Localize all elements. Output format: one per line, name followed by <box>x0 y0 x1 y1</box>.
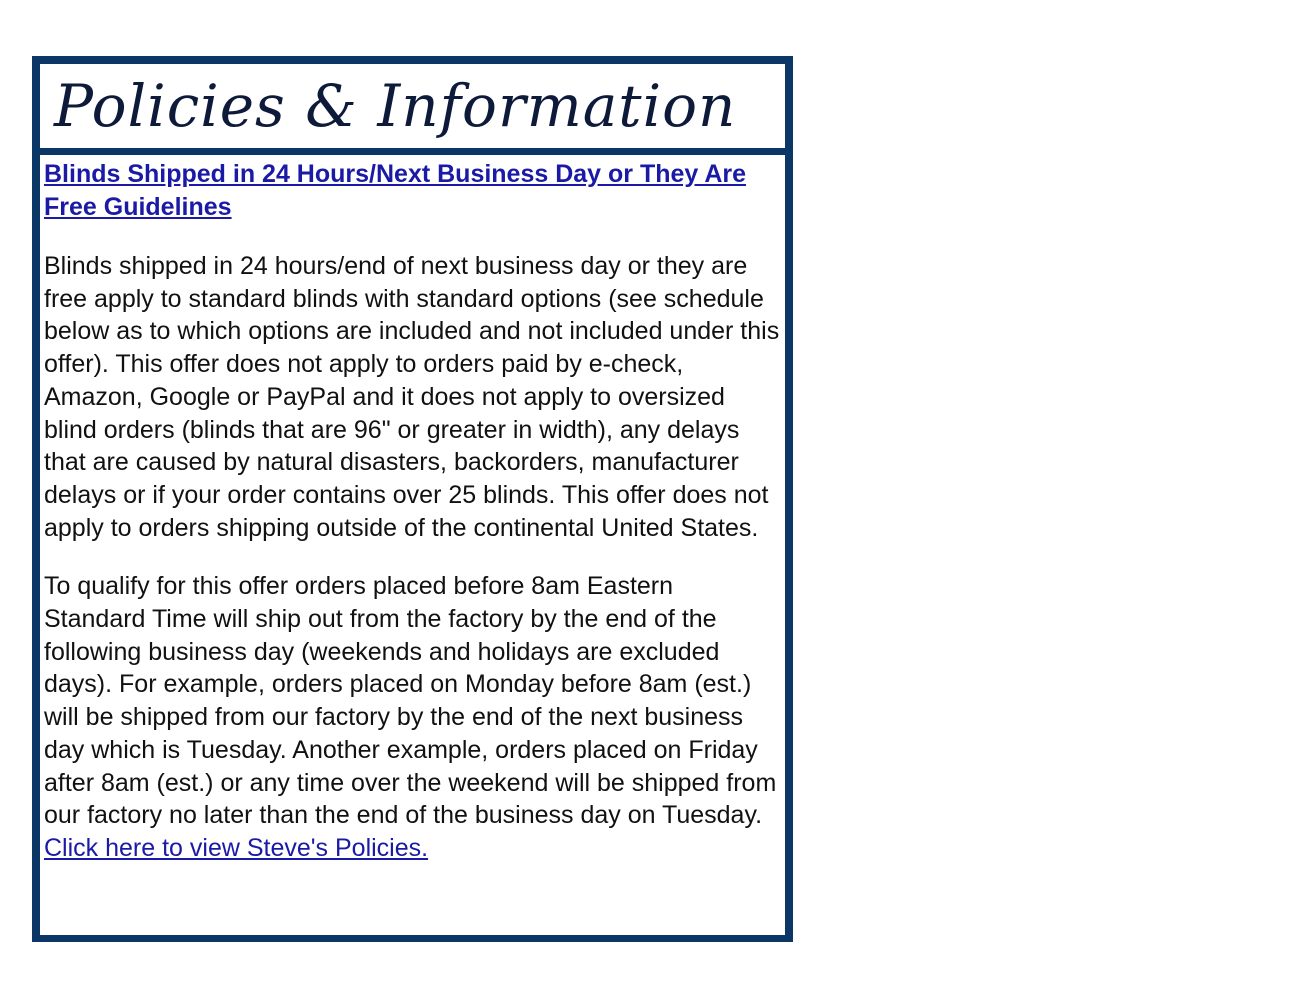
page-title: Policies & Information <box>54 72 737 140</box>
header-banner <box>40 64 785 148</box>
header-divider <box>40 148 785 155</box>
policies-content <box>40 155 785 935</box>
qualification-paragraph: To qualify for this offer orders placed before 8am Eastern Standard Time will ship out from the factory by the end of the following business day (weekends and holidays are excluded days). For example, orders placed on Monday before 8am (est.) will be shipped from our factory by the end of the next business day which is Tuesday. Another example, orders placed on Friday after 8am (est.) or any time over the weekend will be shipped from our factory no later than the end of the business day on Tuesday. <box>44 572 777 830</box>
shipping-offer-paragraph: Blinds shipped in 24 hours/end of next business day or they are free apply to standard blinds with standard options (see schedule below as to which options are included and not included under this offer). This offer does not apply to orders paid by e-check, Amazon, Google or PayPal and it does not apply to oversized blind orders (blinds that are 96" or greater in width), any delays that are caused by natural disasters, backorders, manufacturer delays or if your order contains over 25 blinds. This offer does not apply to orders shipping outside of the continental United States. <box>44 252 780 542</box>
view-policies-link[interactable]: Click here to view Steve's Policies. <box>44 833 429 862</box>
policies-panel <box>32 56 793 942</box>
guidelines-link[interactable]: Blinds Shipped in 24 Hours/Next Business Day or They Are Free Guidelines <box>44 160 747 221</box>
